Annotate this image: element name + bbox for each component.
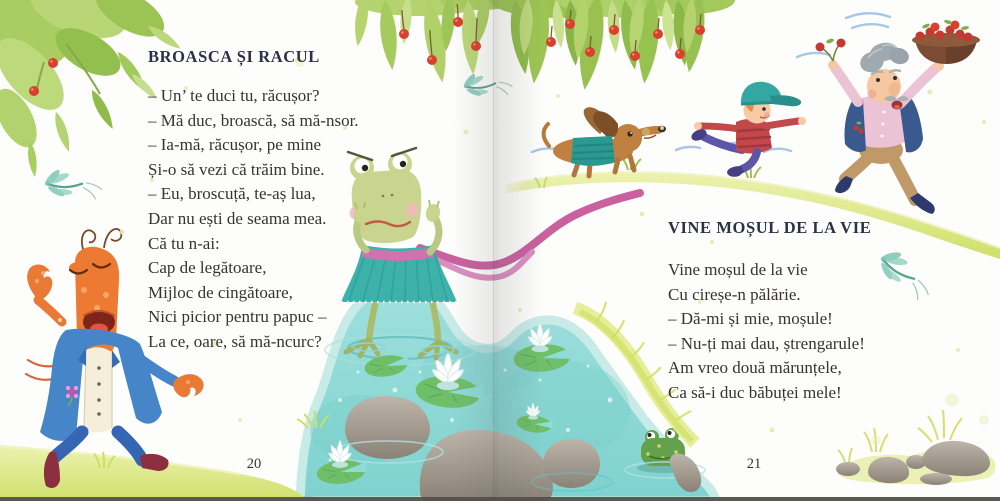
running-boy-with-teal-cap bbox=[690, 82, 806, 177]
poem-line: Cu cireșe-n pălărie. bbox=[668, 284, 801, 304]
poem-line: Că tu n-ai: bbox=[148, 233, 220, 253]
poem-line: Cap de legătoare, bbox=[148, 258, 267, 278]
red-berry bbox=[29, 86, 39, 96]
poem-line: Ca să-i duc băbuței mele! bbox=[668, 382, 842, 402]
dragonfly-icon bbox=[870, 245, 939, 303]
old-man-carrying-hat-full-of-cherries bbox=[816, 19, 981, 214]
poem-line: – Un’ te duci tu, răcușor? bbox=[148, 86, 320, 105]
poem-line: – Eu, broscuță, te-aș lua, bbox=[148, 184, 316, 204]
rocks-with-grass-tufts bbox=[836, 410, 995, 485]
poem-line: La ce, oare, să mă-ncurc? bbox=[148, 331, 322, 351]
dachshund-dog-in-teal-sweater bbox=[544, 107, 666, 176]
poem-line: Dar nu ești de seama mea. bbox=[148, 208, 327, 228]
right-page-poem bbox=[668, 258, 865, 406]
cherry bbox=[399, 29, 409, 39]
poem-line: Și-o să vezi că trăim bine. bbox=[148, 159, 325, 179]
right-page-number: 21 bbox=[746, 456, 762, 472]
cherry bbox=[427, 55, 437, 65]
red-berry bbox=[48, 58, 58, 68]
poem-line: Mijloc de cingătoare, bbox=[148, 282, 293, 302]
left-page-title: BROASCA ȘI RACUL bbox=[148, 47, 320, 66]
poem-line: – Dă-mi și mie, moșule! bbox=[668, 309, 833, 329]
poem-line: – Ia-mă, răcușor, pe mine bbox=[148, 135, 322, 155]
dragonfly-icon bbox=[41, 160, 104, 209]
poem-line: – Mă duc, broască, să mă-nsor. bbox=[148, 110, 359, 130]
poem-line: Am vreo două mărunțele, bbox=[668, 358, 842, 378]
poem-line: Nici picior pentru papuc – bbox=[148, 307, 327, 327]
poem-line: – Nu-ți mai dau, ștrengarule! bbox=[668, 333, 865, 353]
poem-line: Vine moșul de la vie bbox=[668, 260, 808, 279]
book-bottom-edge bbox=[0, 497, 1000, 501]
right-page-title: VINE MOȘUL DE LA VIE bbox=[668, 218, 872, 237]
left-page-number: 20 bbox=[246, 456, 262, 472]
page-gutter-shadow bbox=[452, 0, 544, 501]
left-page-poem bbox=[148, 84, 359, 355]
